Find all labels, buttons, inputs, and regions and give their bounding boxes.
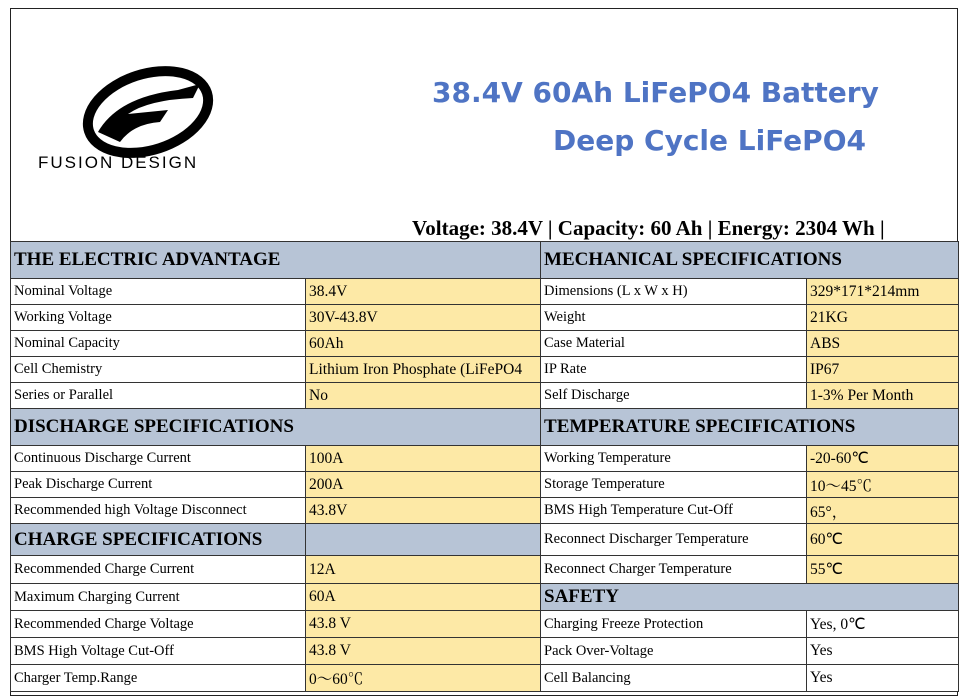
spec-value: 100A [306,446,541,472]
spec-label: Maximum Charging Current [11,584,306,611]
spec-value: 65°， [807,498,959,524]
spec-label: BMS High Temperature Cut-Off [541,498,807,524]
spec-value: 38.4V [306,279,541,305]
spec-value: 43.8V [306,498,541,524]
spec-value: Lithium Iron Phosphate (LiFePO4 [306,357,541,383]
spec-label: Recommended Charge Current [11,556,306,584]
spec-value: Yes [807,638,959,665]
spec-value: Yes, 0℃ [807,611,959,638]
spec-value: 12A [306,556,541,584]
spec-label: Charger Temp.Range [11,665,306,692]
spec-label: Reconnect Discharger Temperature [541,524,807,556]
spec-value: 60℃ [807,524,959,556]
spec-value: 10～45℃ [807,472,959,498]
spec-value: 329*171*214mm [807,279,959,305]
page-title: 38.4V 60Ah LiFePO4 Battery [432,76,879,109]
spec-label: Cell Balancing [541,665,807,692]
spec-value: 21KG [807,305,959,331]
spec-label: Self Discharge [541,383,807,409]
spec-label: Cell Chemistry [11,357,306,383]
electric-heading: THE ELECTRIC ADVANTAGE [11,242,541,279]
spec-label: Recommended high Voltage Disconnect [11,498,306,524]
spec-label: Reconnect Charger Temperature [541,556,807,584]
spec-value: 43.8 V [306,638,541,665]
page-subtitle: Deep Cycle LiFePO4 [553,124,866,157]
spec-label: Dimensions (L x W x H) [541,279,807,305]
spec-label: Pack Over-Voltage [541,638,807,665]
spec-label: Peak Discharge Current [11,472,306,498]
summary-line: Voltage: 38.4V | Capacity: 60 Ah | Energy: 2304 Wh | [412,216,885,240]
charge-heading-spacer [306,524,541,556]
spec-value: Yes [807,665,959,692]
charge-heading: CHARGE SPECIFICATIONS [11,524,306,556]
mechanical-heading: MECHANICAL SPECIFICATIONS [541,242,959,279]
spec-value: 60A [306,584,541,611]
spec-value: IP67 [807,357,959,383]
spec-label: Nominal Voltage [11,279,306,305]
spec-value: 0～60℃ [306,665,541,692]
brand-name: FUSION DESIGN [38,153,199,172]
spec-label: IP Rate [541,357,807,383]
spec-label: BMS High Voltage Cut-Off [11,638,306,665]
safety-heading: SAFETY [541,584,959,611]
spec-value: ABS [807,331,959,357]
spec-label: Weight [541,305,807,331]
spec-label: Recommended Charge Voltage [11,611,306,638]
spec-value: No [306,383,541,409]
temperature-heading: TEMPERATURE SPECIFICATIONS [541,409,959,446]
spec-value: 43.8 V [306,611,541,638]
spec-label: Storage Temperature [541,472,807,498]
spec-label: Series or Parallel [11,383,306,409]
spec-value: 30V-43.8V [306,305,541,331]
spec-value: 200A [306,472,541,498]
spec-value: -20-60℃ [807,446,959,472]
spec-label: Continuous Discharge Current [11,446,306,472]
spec-label: Nominal Capacity [11,331,306,357]
spec-value: 60Ah [306,331,541,357]
spec-label: Charging Freeze Protection [541,611,807,638]
spec-table [10,241,959,692]
spec-label: Case Material [541,331,807,357]
spec-value: 1-3% Per Month [807,383,959,409]
spec-label: Working Voltage [11,305,306,331]
spec-value: 55℃ [807,556,959,584]
discharge-heading: DISCHARGE SPECIFICATIONS [11,409,541,446]
spec-label: Working Temperature [541,446,807,472]
